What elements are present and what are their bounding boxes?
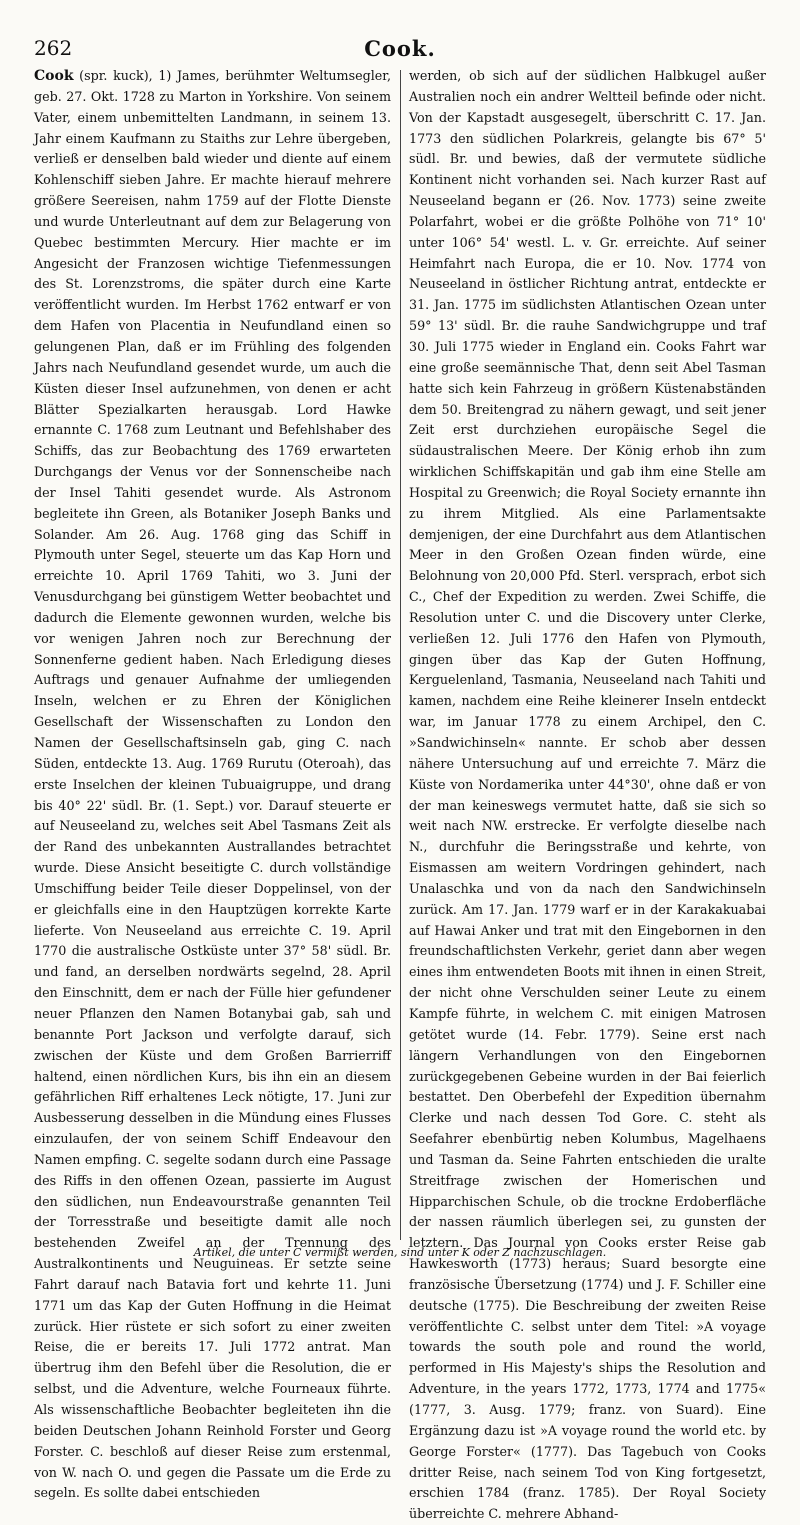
right-column bbox=[409, 66, 766, 1522]
footer-note: Artikel, die unter C vermißt werden, sind unter K oder Z nachzuschlagen. bbox=[193, 1246, 607, 1259]
article-text-left: (spr. kuck), 1) James, berühmter Weltumsegler, geb. 27. Okt. 1728 zu Marton in Yorkshire. Von seinem Vater, einem unbemittelten Landmann, in seinem 13. Jahr einem Kaufmann zu Staiths zur Lehre übergeben, verließ er denselben bald wieder und diente auf einem Kohlenschiff sieben Jahre. Er machte hierauf mehrere größere Seereisen, nahm 1759 auf der Flotte Dienste und wurde Unterleutnant auf dem zur Belagerung von Quebec bestimmten Mercury. Hier machte er im Angesicht der Franzosen wichtige Tiefenmessungen des St. Lorenzstroms, die später durch eine Karte veröffentlicht wurden. Im Herbst 1762 entwarf er von dem Hafen von Placentia in Neufundland einen so gelungenen Plan, daß er im Frühling des folgenden Jahrs nach Neufundland gesendet wurde, um auch die Küsten dieser Insel aufzunehmen, von denen er acht Blätter Spezialkarten herausgab. Lord Hawke ernannte C. 1768 zum Leutnant und Befehlshaber des Schiffs, das zur Beobachtung des 1769 erwarteten Durchgangs der Venus vor der Sonnenscheibe nach der Insel Tahiti gesendet wurde. Als Astronom begleitete ihn Green, als Botaniker Joseph Banks und Solander. Am 26. Aug. 1768 ging das Schiff in Plymouth unter Segel, steuerte um das Kap Horn und erreichte 10. April 1769 Tahiti, wo 3. Juni der Venusdurchgang bei günstigem Wetter beobachtet und dadurch die Elemente gewonnen wurden, welche bis vor wenigen Jahren noch zur Berechnung der Sonnenferne gedient haben. Nach Erledigung dieses Auftrags und genauer Aufnahme der umliegenden Inseln, welchen er zu Ehren der Königlichen Gesellschaft der Wissenschaften zu London den Namen der Gesellschaftsinseln gab, ging C. nach Süden, entdeckte 13. Aug. 1769 Rurutu (Oteroah), das erste Inselchen der kleinen Tubuaigruppe, und drang bis 40° 22' südl. Br. (1. Sept.) vor. Darauf steuerte er auf Neuseeland zu, welches seit Abel Tasmans Zeit als der Rand des unbekannten Australlandes betrachtet wurde. Diese Ansicht beseitigte C. durch vollständige Umschiffung beider Teile dieser Doppelinsel, von der er gleichfalls eine in den Hauptzügen korrekte Karte lieferte. Von Neuseeland aus erreichte C. 19. April 1770 die australische Ostküste unter 37° 58' südl. Br. und fand, an derselben nordwärts segelnd, 28. April den Einschnitt, dem er nach der Fülle hier gefundener neuer Pflanzen den Namen Botanybai gab, sah und benannte Port Jackson und verfolgte darauf, sich zwischen der Küste und dem Großen Barrierriff haltend, einen nördlichen Kurs, bis ihn ein an diesem gefährlichen Riff erhaltenes Leck nötigte, 17. Juni zur Ausbesserung desselben in die Mündung eines Flusses einzulaufen, der von seinem Schiff Endeavour den Namen empfing. C. segelte sodann durch eine Passage des Riffs in den offenen Ozean, passierte im August den südlichen, nun Endeavourstraße genannten Teil der Torresstraße und beseitigte damit alle noch bestehenden Zweifel an der Trennung des Australkontinents und Neuguineas. Er setzte seine Fahrt darauf nach Batavia fort und kehrte 11. Juni 1771 um das Kap der Guten Hoffnung in die Heimat zurück. Hier rüstete er sich sofort zu einer zweiten Reise, die er bereits 17. Juli 1772 antrat. Man übertrug ihm den Befehl über die Resolution, die er selbst, und die Adventure, welche Fourneaux führte. Als wissenschaftliche Beobachter begleiteten ihn die beiden Deutschen Johann Reinhold Forster und Georg Forster. C. beschloß auf dieser Reise zum erstenmal, von W. nach O. und gegen die Passate um die Erde zu segeln. Es sollte dabei entschieden bbox=[34, 68, 391, 1501]
left-column bbox=[34, 66, 391, 1501]
running-title: Cook. bbox=[364, 36, 436, 61]
page-number: 262 bbox=[34, 36, 73, 60]
article-text-right: werden, ob sich auf der südlichen Halbkugel außer Australien noch ein andrer Weltteil befinde oder nicht. Von der Kapstadt ausgesegelt, überschritt C. 17. Jan. 1773 den südlichen Polarkreis, gelangte bis 67° 5' südl. Br. und bewies, daß der vermutete südliche Kontinent nicht vorhanden sei. Nach kurzer Rast auf Neuseeland begann er (26. Nov. 1773) seine zweite Polarfahrt, wobei er die größte Polhöhe von 71° 10' unter 106° 54' westl. L. v. Gr. erreichte. Auf seiner Heimfahrt nach Europa, die er 10. Nov. 1774 von Neuseeland in östlicher Richtung antrat, entdeckte er 31. Jan. 1775 im südlichsten Atlantischen Ozean unter 59° 13' südl. Br. die rauhe Sandwichgruppe und traf 30. Juli 1775 wieder in England ein. Cooks Fahrt war eine große seemännische That, denn seit Abel Tasman hatte sich kein Fahrzeug in größern Küstenabständen dem 50. Breitengrad zu nähern gewagt, und seit jener Zeit erst durchziehen europäische Segel die südaustralischen Meere. Der König erhob ihn zum wirklichen Schiffskapitän und gab ihm eine Stelle am Hospital zu Greenwich; die Royal Society ernannte ihn zu ihrem Mitglied. Als eine Parlamentsakte demjenigen, der eine Durchfahrt aus dem Atlantischen Meer in den Großen Ozean finden würde, eine Belohnung von 20,000 Pfd. Sterl. versprach, erbot sich C., Chef der Expedition zu werden. Zwei Schiffe, die Resolution unter C. und die Discovery unter Clerke, verließen 12. Juli 1776 den Hafen von Plymouth, gingen über das Kap der Guten Hoffnung, Kerguelenland, Tasmania, Neuseeland nach Tahiti und kamen, nachdem eine Reihe kleinerer Inseln entdeckt war, im Januar 1778 zu einem Archipel, den C. »Sandwichinseln« nannte. Er schob aber dessen nähere Untersuchung auf und erreichte 7. März die Küste von Nordamerika unter 44°30', ohne daß er von der man keineswegs vermutet hatte, daß sie sich so weit nach NW. erstrecke. Er verfolgte dieselbe nach N., durchfuhr die Beringsstraße und kehrte, von Eismassen am weitern Vordringen gehindert, nach Unalaschka und von da nach den Sandwichinseln zurück. Am 17. Jan. 1779 warf er in der Karakakuabai auf Hawai Anker und trat mit den Eingebornen in den freundschaftlichsten Verkehr, geriet dann aber wegen eines ihm entwendeten Boots mit ihnen in einen Streit, der nicht ohne Verschulden seiner Leute zu einem Kampfe führte, in welchem C. mit einigen Matrosen getötet wurde (14. Febr. 1779). Seine erst nach längern Verhandlungen von den Eingebornen zurückgegebenen Gebeine wurden in der Bai feierlich bestattet. Den Oberbefehl der Expedition übernahm Clerke und nach dessen Tod Gore. C. steht als Seefahrer ebenbürtig neben Kolumbus, Magelhaens und Tasman da. Seine Fahrten entschieden die uralte Streitfrage zwischen der Homerischen und Hipparchischen Schule, ob die trockne Erdoberfläche der nassen räumlich überlegen sei, zu gunsten der letztern. Das Journal von Cooks erster Reise gab Hawkesworth (1773) heraus; Suard besorgte eine französische Übersetzung (1774) und J. F. Schiller eine deutsche (1775). Die Beschreibung der zweiten Reise veröffentlichte C. selbst unter dem Titel: »A voyage towards the south pole and round the world, performed in His Majesty's ships the Resolution and Adventure, in the years 1772, 1773, 1774 and 1775« (1777, 3. Ausg. 1779; franz. von Suard). Eine Ergänzung dazu ist »A voyage round the world etc. by George Forster« (1777). Das Tagebuch von Cooks dritter Reise, nach seinem Tod von King fortgesetzt, erschien 1784 (franz. 1785). Der Royal Society überreichte C. mehrere Abhand- bbox=[409, 68, 766, 1522]
article-paragraph-left bbox=[34, 66, 391, 1504]
article-headword: Cook bbox=[34, 68, 74, 84]
page-header bbox=[34, 36, 766, 62]
column-divider bbox=[400, 70, 401, 1240]
